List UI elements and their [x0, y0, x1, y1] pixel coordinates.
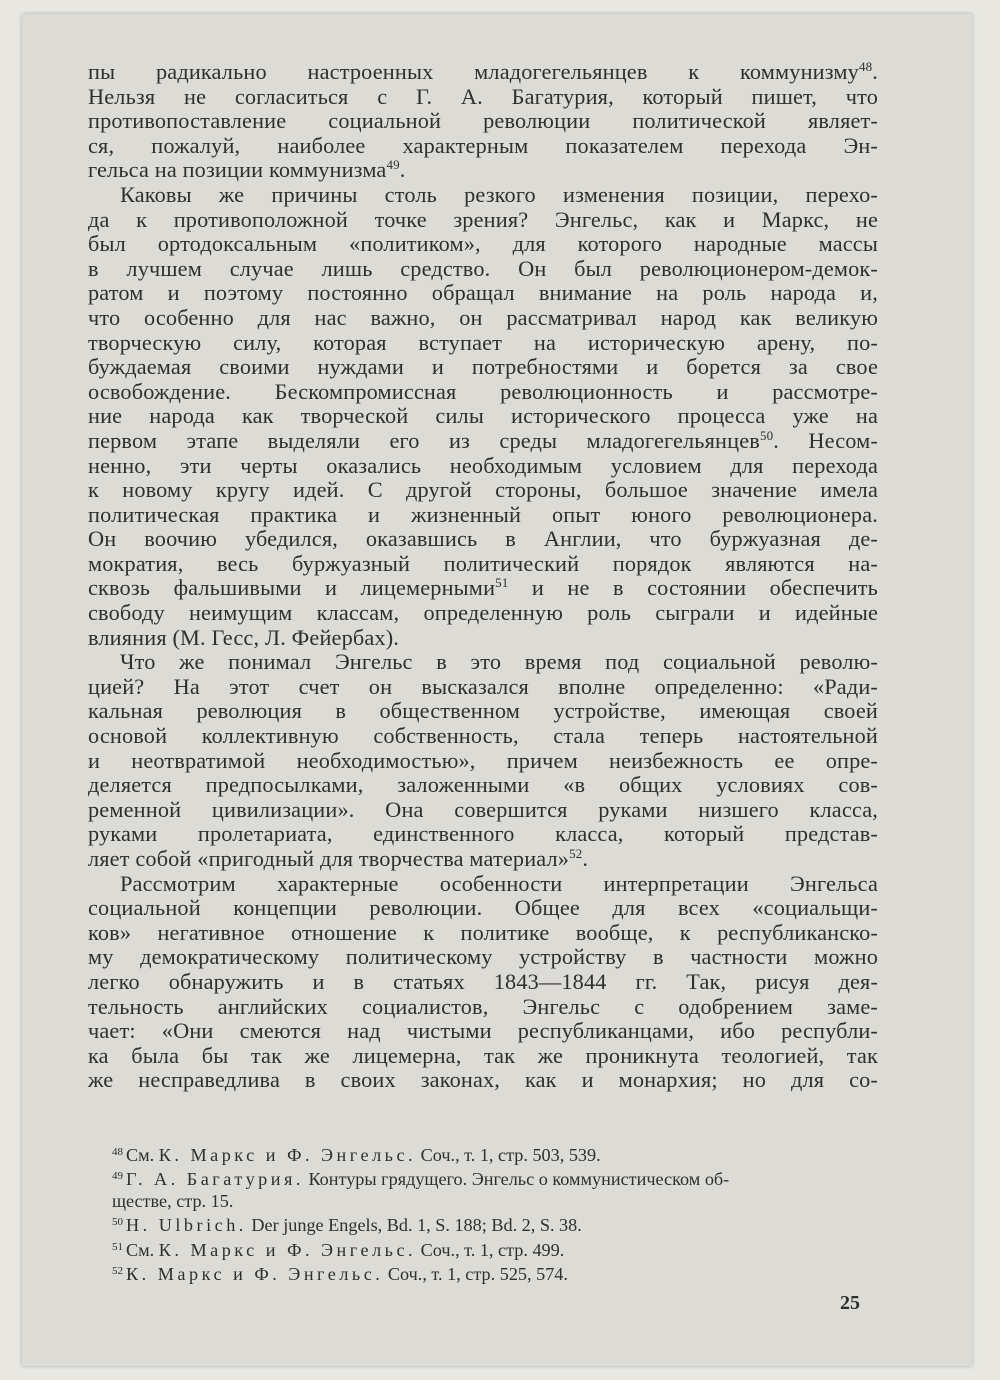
- footnote-51: 51 См. К. Маркс и Ф. Энгельс. Соч., т. 1, стр. 499.: [112, 1239, 565, 1260]
- text-line: и неотвратимой необходимостью», причем неизбежность ее опре-: [88, 747, 878, 773]
- text-line: чает: «Они смеются над чистыми республиканцами, ибо республи-: [88, 1018, 878, 1044]
- text-line: ся, пожалуй, наиболее характерным показателем перехода Эн-: [88, 132, 878, 158]
- text-line: в лучшем случае лишь средство. Он был революционером-демок-: [88, 255, 878, 281]
- text-line: мократия, весь буржуазный политический порядок являются на-: [88, 550, 878, 576]
- text-line: пы радикально настроенных младогегельянцев к коммунизму$^{48}$.: [88, 59, 878, 84]
- text-line: ратом и поэтому постоянно обращал внимание на роль народа и,: [88, 280, 878, 306]
- text-line: влияния (М. Гесс, Л. Фейербах).: [88, 624, 400, 650]
- main-text: [88, 60, 878, 1093]
- paragraph-4: [88, 872, 878, 1093]
- text-line: политическая практика и жизненный опыт юного революционера.: [88, 501, 878, 527]
- text-line: свободу неимущим классам, определенную роль сыграли и идейные: [88, 600, 878, 626]
- text-line: да к противоположной точке зрения? Энгельс, как и Маркс, не: [88, 206, 878, 232]
- footnote-ref-51[interactable]: 51: [495, 575, 509, 591]
- text-line: ляет собой «пригодный для творчества материал»$^{52}$.: [88, 846, 589, 871]
- text-line: ременной цивилизации». Она совершится руками низшего класса,: [88, 796, 878, 822]
- text-line: цией? На этот счет он высказался вполне определенно: «Ради-: [88, 673, 878, 699]
- footnote-49: 49 Г. А. Багатурия. Контуры грядущего. Энгельс о коммунистическом об- ществе, стр. 15.: [112, 1169, 730, 1211]
- text-line: сквозь фальшивыми и лицемерными$^{51}$ и не в состоянии обеспечить: [88, 575, 878, 601]
- text-line: Нельзя не согласиться с Г. А. Багатурия, который пишет, что: [88, 83, 878, 109]
- text-line: основой коллективную собственность, стала теперь настоятельной: [88, 723, 878, 749]
- text-line: ние народа как творческой силы исторического процесса уже на: [88, 403, 878, 429]
- text-line: Рассмотрим характерные особенности интерпретации Энгельса: [120, 870, 878, 896]
- footnote-ref-52[interactable]: 52: [569, 846, 583, 861]
- text-line: деляется предпосылками, заложенными «в общих условиях сов-: [88, 772, 878, 798]
- paragraph-2: [88, 183, 878, 650]
- text-line: ка была бы так же лицемерна, так же проникнута теологией, так: [88, 1042, 878, 1068]
- text-line: к новому кругу идей. С другой стороны, большое значение имела: [88, 477, 878, 503]
- text-line: первом этапе выделяли его из среды младогегельянцев$^{50}$. Несом-: [88, 427, 878, 453]
- text-line: легко обнаружить и в статьях 1843—1844 гг. Так, рисуя дея-: [88, 968, 878, 994]
- text-line: Каковы же причины столь резкого изменения позиции, перехо-: [120, 181, 878, 207]
- text-line: творческую силу, которая вступает на историческую арену, по-: [88, 329, 878, 355]
- footnote-ref-49[interactable]: 49: [386, 157, 400, 173]
- text-line: руками пролетариата, единственного класса, который представ-: [88, 821, 878, 847]
- text-line: тельность английских социалистов, Энгельс с одобрением заме-: [88, 993, 878, 1019]
- paragraph-3: [88, 650, 878, 871]
- text-line: ков» негативное отношение к политике вообще, к республиканско-: [88, 919, 878, 945]
- footnote-50: 50 H. Ulbrich. Der junge Engels, Bd. 1, S. 188; Bd. 2, S. 38.: [112, 1215, 582, 1236]
- footnote-52: 52 К. Маркс и Ф. Энгельс. Соч., т. 1, стр. 525, 574.: [112, 1264, 568, 1285]
- text-line: противопоставление социальной революции политической являет-: [88, 108, 878, 134]
- text-line: кальная революция в общественном устройстве, имеющая своей: [88, 698, 878, 724]
- text-line: гельса на позиции коммунизма$^{49}$.: [88, 157, 406, 183]
- footnote-48: 48 См. К. Маркс и Ф. Энгельс. Соч., т. 1, стр. 503, 539.: [112, 1145, 601, 1165]
- text-line: социальной концепции революции. Общее для всех «социальщи-: [88, 895, 878, 921]
- footnote-ref-48[interactable]: 48: [858, 59, 873, 74]
- text-line: буждаемая своими нуждами и потребностями и борется за свое: [88, 354, 878, 380]
- text-line: Что же понимал Энгельс в это время под социальной револю-: [120, 649, 878, 675]
- text-line: освобождение. Бескомпромиссная революционность и рассмотре-: [88, 378, 878, 404]
- text-line: му демократическому политическому устройству в частности можно: [88, 944, 878, 970]
- text-line: был ортодоксальным «политиком», для которого народные массы: [88, 231, 878, 257]
- paragraph-1: [88, 60, 878, 183]
- page-number: 25: [840, 1292, 860, 1314]
- text-line: Он воочию убедился, оказавшись в Англии, что буржуазная де-: [88, 526, 878, 552]
- footnote-ref-50[interactable]: 50: [759, 427, 774, 443]
- footnotes: [88, 1142, 878, 1285]
- text-line: ненно, эти черты оказались необходимым условием для перехода: [88, 452, 878, 478]
- text-line: же несправедлива в своих законах, как и монархия; но для со-: [88, 1067, 878, 1093]
- text-line: что особенно для нас важно, он рассматривал народ как великую: [88, 304, 878, 330]
